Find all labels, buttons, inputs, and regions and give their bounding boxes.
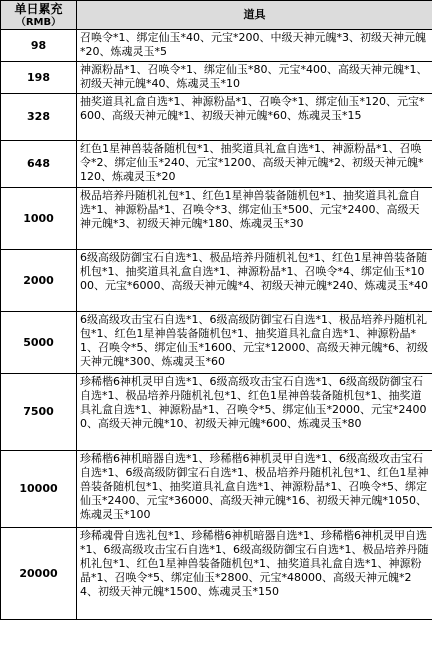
row-amount: 198: [1, 62, 77, 94]
row-amount: 7500: [1, 374, 77, 451]
row-items: 神源粉晶*1、召唤令*1、绑定仙玉*80、元宝*400、高级天神元魄*1、初级天神元魄*40、炼魂灵玉*10: [77, 62, 432, 94]
table-row: [1, 312, 432, 374]
header-amount-unit: （RMB）: [15, 16, 62, 28]
table-row: [1, 528, 432, 620]
row-amount: 98: [1, 30, 77, 62]
table-row: [1, 94, 432, 141]
table-row: [1, 250, 432, 312]
row-items: 6级高级防御宝石自选*1、极品培养丹随机礼包*1、红色1星神兽装备随机包*1、抽奖道具礼盒自选*1、神源粉晶*1、召唤令*4、绑定仙玉*1000、元宝*6000、高级天神元魄*4、初级天神元魄*240、炼魂灵玉*40: [77, 250, 432, 312]
table-row: [1, 451, 432, 528]
row-items: 珍稀楷6神机暗器自选*1、珍稀楷6神机灵甲自选*1、6级高级攻击宝石自选*1、6级高级防御宝石自选*1、极品培养丹随机礼包*1、红色1星神兽装备随机包*1、抽奖道具礼盒自选*1、神源粉晶*1、召唤令*5、绑定仙玉*2400、元宝*36000、高级天神元魄*16、初级天神元魄*1050、炼魂灵玉*100: [77, 451, 432, 528]
row-amount: 5000: [1, 312, 77, 374]
table-row: [1, 188, 432, 250]
row-items: 珍稀魂骨自选礼包*1、珍稀楷6神机暗器自选*1、珍稀楷6神机灵甲自选*1、6级高级攻击宝石自选*1、6级高级防御宝石自选*1、极品培养丹随机礼包*1、红色1星神兽装备随机包*1、抽奖道具礼盒自选*1、神源粉晶*1、召唤令*5、绑定仙玉*2800、元宝*48000、高级天神元魄*24、初级天神元魄*1500、炼魂灵玉*150: [77, 528, 432, 620]
row-items: 珍稀楷6神机灵甲自选*1、6级高级攻击宝石自选*1、6级高级防御宝石自选*1、极品培养丹随机礼包*1、红色1星神兽装备随机包*1、抽奖道具礼盒自选*1、神源粉晶*1、召唤令*5、绑定仙玉*2000、元宝*24000、高级天神元魄*10、初级天神元魄*600、炼魂灵玉*80: [77, 374, 432, 451]
row-amount: 1000: [1, 188, 77, 250]
row-items: 召唤令*1、绑定仙玉*40、元宝*200、中级天神元魄*3、初级天神元魄*20、炼魂灵玉*5: [77, 30, 432, 62]
header-amount-label: 单日累充: [14, 1, 63, 16]
header-items: 道具: [77, 1, 432, 30]
row-items: 红色1星神兽装备随机包*1、抽奖道具礼盒自选*1、神源粉晶*1、召唤令*2、绑定仙玉*240、元宝*1200、高级天神元魄*2、初级天神元魄*120、炼魂灵玉*20: [77, 141, 432, 188]
table-row: [1, 374, 432, 451]
table-header-row: [1, 1, 432, 30]
row-items: 6级高级攻击宝石自选*1、6级高级防御宝石自选*1、极品培养丹随机礼包*1、红色1星神兽装备随机包*1、抽奖道具礼盒自选*1、神源粉晶*1、召唤令*5、绑定仙玉*1600、元宝*12000、高级天神元魄*6、初级天神元魄*300、炼魂灵玉*60: [77, 312, 432, 374]
row-amount: 20000: [1, 528, 77, 620]
row-items: 抽奖道具礼盒自选*1、神源粉晶*1、召唤令*1、绑定仙玉*120、元宝*600、高级天神元魄*1、初级天神元魄*60、炼魂灵玉*15: [77, 94, 432, 141]
row-amount: 2000: [1, 250, 77, 312]
row-amount: 648: [1, 141, 77, 188]
table-row: [1, 141, 432, 188]
row-amount: 328: [1, 94, 77, 141]
row-items: 极品培养丹随机礼包*1、红色1星神兽装备随机包*1、抽奖道具礼盒自选*1、神源粉晶*1、召唤令*3、绑定仙玉*500、元宝*2400、高级天神元魄*3、初级天神元魄*180、炼魂灵玉*30: [77, 188, 432, 250]
table-row: [1, 62, 432, 94]
header-amount: [1, 1, 77, 30]
table-row: [1, 30, 432, 62]
row-amount: 10000: [1, 451, 77, 528]
